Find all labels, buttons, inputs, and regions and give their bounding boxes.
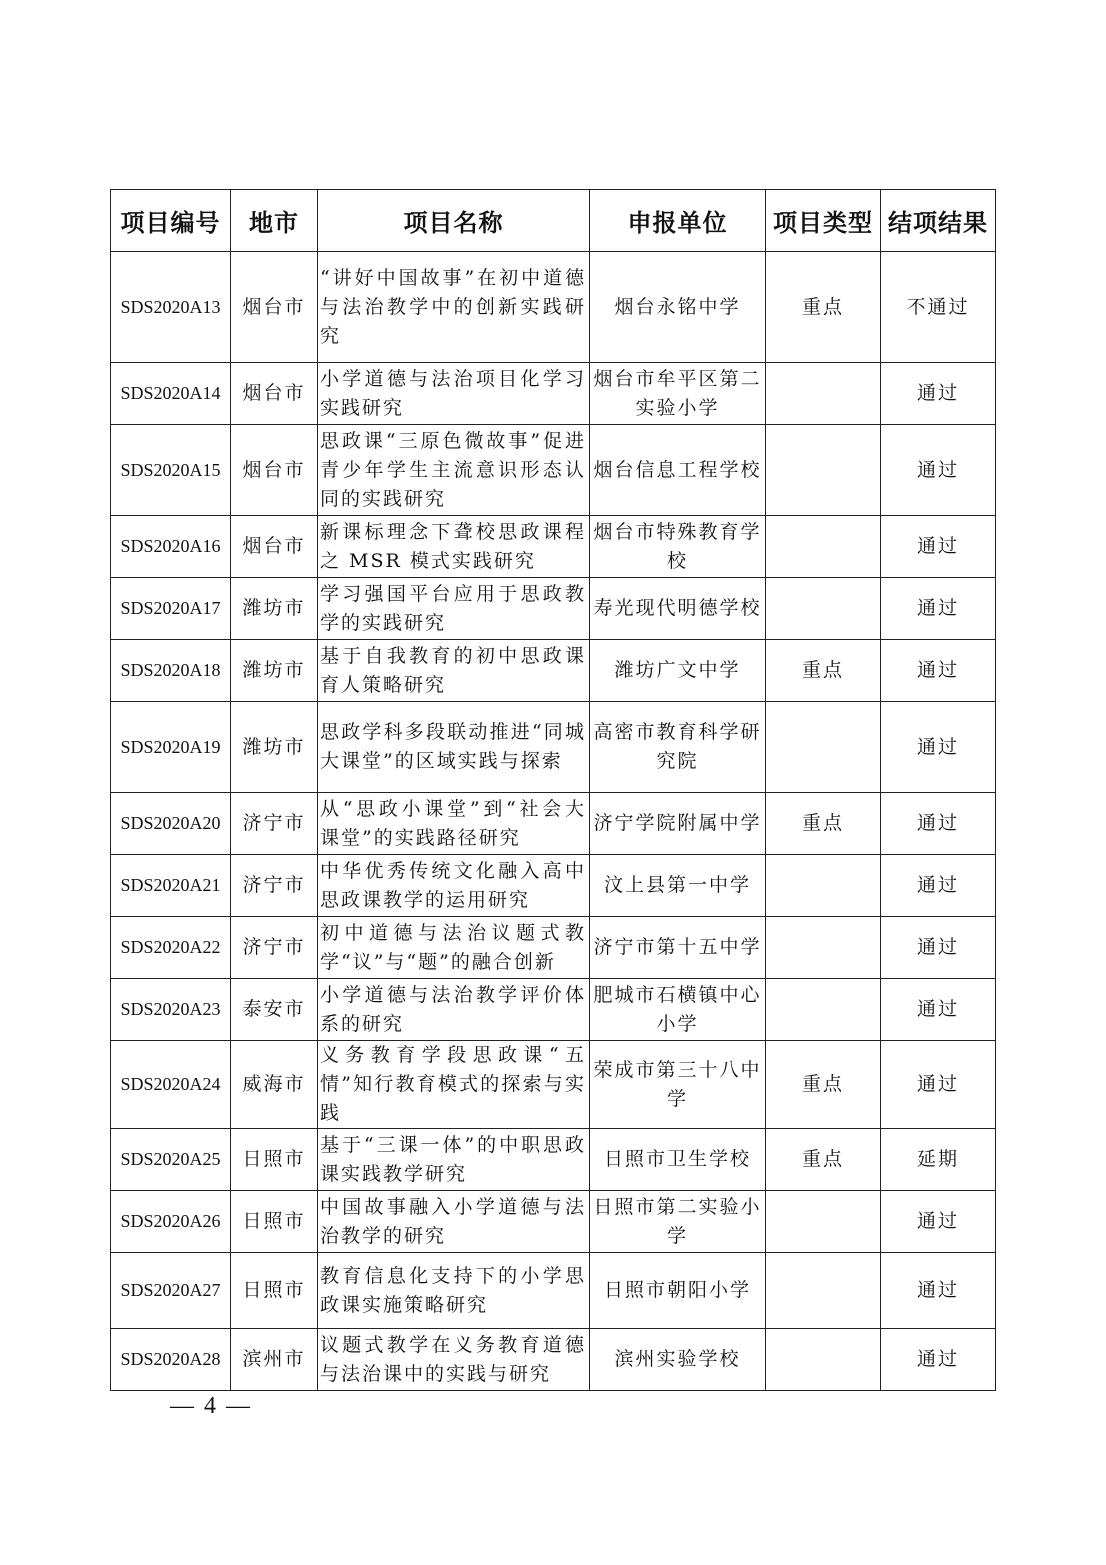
table-row bbox=[111, 578, 996, 640]
project-type-cell bbox=[766, 917, 881, 979]
city-cell: 潍坊市 bbox=[231, 702, 318, 793]
project-name-cell: 小学道德与法治教学评价体系的研究 bbox=[318, 979, 590, 1041]
project-name-cell: 新课标理念下聋校思政课程之 MSR 模式实践研究 bbox=[318, 516, 590, 578]
city-cell: 烟台市 bbox=[231, 425, 318, 516]
table-row bbox=[111, 1253, 996, 1329]
city-cell: 日照市 bbox=[231, 1129, 318, 1191]
city-cell: 济宁市 bbox=[231, 855, 318, 917]
applicant-unit-cell: 烟台永铭中学 bbox=[590, 252, 766, 363]
project-name-cell: 从“思政小课堂”到“社会大课堂”的实践路径研究 bbox=[318, 793, 590, 855]
project-code-cell: SDS2020A26 bbox=[111, 1191, 231, 1253]
applicant-unit-cell: 滨州实验学校 bbox=[590, 1329, 766, 1391]
city-cell: 潍坊市 bbox=[231, 640, 318, 702]
applicant-unit-cell: 汶上县第一中学 bbox=[590, 855, 766, 917]
project-name-cell: 义务教育学段思政课“五情”知行教育模式的探索与实践 bbox=[318, 1041, 590, 1129]
applicant-unit-cell: 高密市教育科学研究院 bbox=[590, 702, 766, 793]
project-type-cell: 重点 bbox=[766, 640, 881, 702]
table-body bbox=[111, 252, 996, 1391]
project-code-cell: SDS2020A28 bbox=[111, 1329, 231, 1391]
applicant-unit-cell: 日照市第二实验小学 bbox=[590, 1191, 766, 1253]
project-type-cell: 重点 bbox=[766, 1129, 881, 1191]
applicant-unit-cell: 潍坊广文中学 bbox=[590, 640, 766, 702]
applicant-unit-cell: 日照市朝阳小学 bbox=[590, 1253, 766, 1329]
applicant-unit-cell: 济宁学院附属中学 bbox=[590, 793, 766, 855]
city-cell: 济宁市 bbox=[231, 917, 318, 979]
applicant-unit-cell: 寿光现代明德学校 bbox=[590, 578, 766, 640]
result-cell: 通过 bbox=[881, 1329, 996, 1391]
result-cell: 通过 bbox=[881, 855, 996, 917]
result-cell: 通过 bbox=[881, 425, 996, 516]
result-cell: 通过 bbox=[881, 578, 996, 640]
applicant-unit-cell: 济宁市第十五中学 bbox=[590, 917, 766, 979]
header-result: 结项结果 bbox=[881, 190, 996, 252]
project-name-cell: 基于“三课一体”的中职思政课实践教学研究 bbox=[318, 1129, 590, 1191]
project-code-cell: SDS2020A13 bbox=[111, 252, 231, 363]
table-row bbox=[111, 516, 996, 578]
project-type-cell: 重点 bbox=[766, 252, 881, 363]
project-type-cell bbox=[766, 1191, 881, 1253]
result-cell: 通过 bbox=[881, 702, 996, 793]
project-name-cell: 初中道德与法治议题式教学“议”与“题”的融合创新 bbox=[318, 917, 590, 979]
city-cell: 泰安市 bbox=[231, 979, 318, 1041]
project-code-cell: SDS2020A14 bbox=[111, 363, 231, 425]
table-row bbox=[111, 1191, 996, 1253]
result-cell: 通过 bbox=[881, 917, 996, 979]
project-code-cell: SDS2020A20 bbox=[111, 793, 231, 855]
project-name-cell: 思政学科多段联动推进“同城大课堂”的区域实践与探索 bbox=[318, 702, 590, 793]
city-cell: 济宁市 bbox=[231, 793, 318, 855]
header-applicant-unit: 申报单位 bbox=[590, 190, 766, 252]
table-row bbox=[111, 917, 996, 979]
project-type-cell bbox=[766, 516, 881, 578]
table-row bbox=[111, 252, 996, 363]
result-cell: 不通过 bbox=[881, 252, 996, 363]
project-type-cell bbox=[766, 1329, 881, 1391]
project-type-cell bbox=[766, 1253, 881, 1329]
table-row bbox=[111, 1041, 996, 1129]
project-code-cell: SDS2020A21 bbox=[111, 855, 231, 917]
table-row bbox=[111, 640, 996, 702]
applicant-unit-cell: 烟台信息工程学校 bbox=[590, 425, 766, 516]
city-cell: 烟台市 bbox=[231, 516, 318, 578]
applicant-unit-cell: 荣成市第三十八中学 bbox=[590, 1041, 766, 1129]
table-row bbox=[111, 425, 996, 516]
header-project-code: 项目编号 bbox=[111, 190, 231, 252]
table-row bbox=[111, 702, 996, 793]
project-type-cell bbox=[766, 578, 881, 640]
city-cell: 滨州市 bbox=[231, 1329, 318, 1391]
result-cell: 通过 bbox=[881, 640, 996, 702]
project-name-cell: 教育信息化支持下的小学思政课实施策略研究 bbox=[318, 1253, 590, 1329]
result-cell: 通过 bbox=[881, 1253, 996, 1329]
project-name-cell: 思政课“三原色微故事”促进青少年学生主流意识形态认同的实践研究 bbox=[318, 425, 590, 516]
table-row bbox=[111, 1129, 996, 1191]
table-header-row bbox=[111, 190, 996, 252]
city-cell: 日照市 bbox=[231, 1191, 318, 1253]
result-cell: 通过 bbox=[881, 979, 996, 1041]
project-code-cell: SDS2020A22 bbox=[111, 917, 231, 979]
project-type-cell bbox=[766, 979, 881, 1041]
project-type-cell: 重点 bbox=[766, 793, 881, 855]
project-type-cell bbox=[766, 702, 881, 793]
result-cell: 通过 bbox=[881, 1041, 996, 1129]
project-code-cell: SDS2020A15 bbox=[111, 425, 231, 516]
table-row bbox=[111, 793, 996, 855]
header-city: 地市 bbox=[231, 190, 318, 252]
project-code-cell: SDS2020A24 bbox=[111, 1041, 231, 1129]
project-name-cell: 学习强国平台应用于思政教学的实践研究 bbox=[318, 578, 590, 640]
city-cell: 日照市 bbox=[231, 1253, 318, 1329]
project-name-cell: “讲好中国故事”在初中道德与法治教学中的创新实践研究 bbox=[318, 252, 590, 363]
applicant-unit-cell: 烟台市牟平区第二实验小学 bbox=[590, 363, 766, 425]
header-project-name: 项目名称 bbox=[318, 190, 590, 252]
project-name-cell: 议题式教学在义务教育道德与法治课中的实践与研究 bbox=[318, 1329, 590, 1391]
project-code-cell: SDS2020A19 bbox=[111, 702, 231, 793]
project-type-cell bbox=[766, 425, 881, 516]
table-row bbox=[111, 855, 996, 917]
city-cell: 烟台市 bbox=[231, 252, 318, 363]
result-cell: 通过 bbox=[881, 1191, 996, 1253]
project-type-cell bbox=[766, 363, 881, 425]
project-type-cell bbox=[766, 855, 881, 917]
applicant-unit-cell: 肥城市石横镇中心小学 bbox=[590, 979, 766, 1041]
applicant-unit-cell: 烟台市特殊教育学校 bbox=[590, 516, 766, 578]
page-number: — 4 — bbox=[170, 1393, 252, 1419]
project-code-cell: SDS2020A25 bbox=[111, 1129, 231, 1191]
result-cell: 通过 bbox=[881, 516, 996, 578]
result-cell: 通过 bbox=[881, 363, 996, 425]
project-name-cell: 中国故事融入小学道德与法治教学的研究 bbox=[318, 1191, 590, 1253]
table-row bbox=[111, 363, 996, 425]
project-name-cell: 中华优秀传统文化融入高中思政课教学的运用研究 bbox=[318, 855, 590, 917]
project-type-cell: 重点 bbox=[766, 1041, 881, 1129]
applicant-unit-cell: 日照市卫生学校 bbox=[590, 1129, 766, 1191]
table-row bbox=[111, 1329, 996, 1391]
table-row bbox=[111, 979, 996, 1041]
city-cell: 烟台市 bbox=[231, 363, 318, 425]
city-cell: 潍坊市 bbox=[231, 578, 318, 640]
city-cell: 威海市 bbox=[231, 1041, 318, 1129]
project-name-cell: 小学道德与法治项目化学习实践研究 bbox=[318, 363, 590, 425]
project-name-cell: 基于自我教育的初中思政课育人策略研究 bbox=[318, 640, 590, 702]
result-cell: 延期 bbox=[881, 1129, 996, 1191]
project-code-cell: SDS2020A16 bbox=[111, 516, 231, 578]
result-cell: 通过 bbox=[881, 793, 996, 855]
project-code-cell: SDS2020A23 bbox=[111, 979, 231, 1041]
project-code-cell: SDS2020A27 bbox=[111, 1253, 231, 1329]
header-project-type: 项目类型 bbox=[766, 190, 881, 252]
project-results-table bbox=[110, 189, 996, 1391]
project-code-cell: SDS2020A17 bbox=[111, 578, 231, 640]
project-code-cell: SDS2020A18 bbox=[111, 640, 231, 702]
